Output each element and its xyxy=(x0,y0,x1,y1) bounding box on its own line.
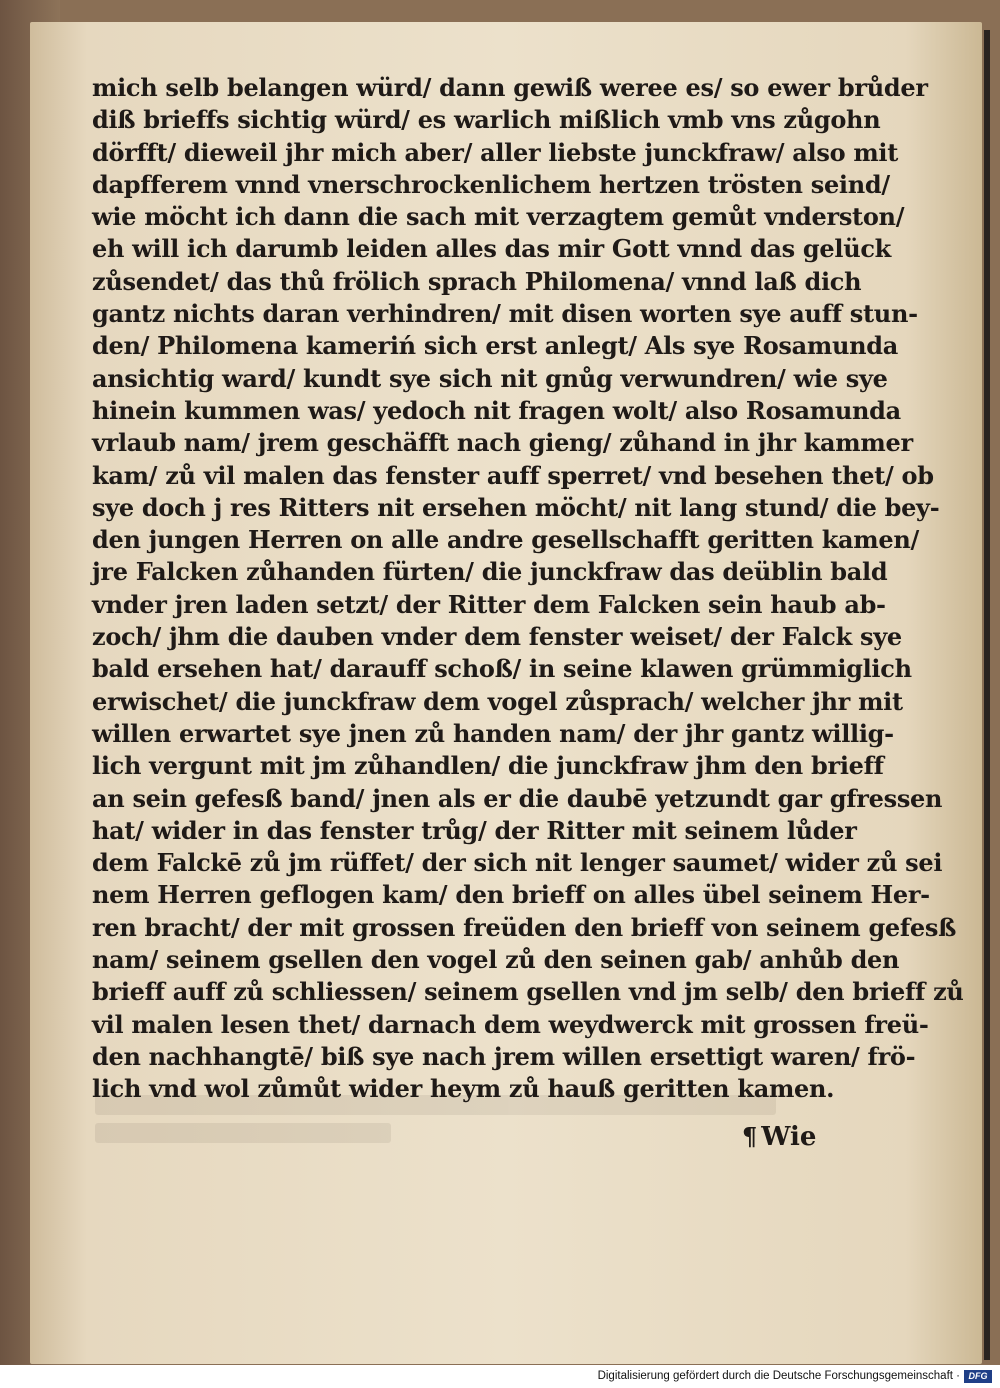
catchword xyxy=(742,1122,816,1152)
text-line: nam/ seinem gsellen den vogel zů den seinen gab/ anhůb den xyxy=(92,945,900,975)
text-line: sye doch j res Ritters nit ersehen möcht/ nit lang stund/ die bey- xyxy=(92,492,940,522)
text-line: ren bracht/ der mit grossen freüden den brieff von seinem gefesß xyxy=(92,912,957,942)
text-line: dörfft/ dieweil jhr mich aber/ aller liebste junckfraw/ also mit xyxy=(92,137,899,167)
text-line: lich vnd wol zůmůt wider heym zů hauß geritten kamen. xyxy=(92,1074,835,1104)
text-line: jre Falcken zůhanden fürten/ die junckfraw das deüblin bald xyxy=(92,557,888,587)
text-line: mich selb belangen würd/ dann gewiß weree es/ so ewer brůder xyxy=(92,73,928,102)
text-line: gantz nichts daran verhindren/ mit disen worten sye auff stun- xyxy=(92,299,918,329)
text-line: den jungen Herren on alle andre gesellschafft geritten kamen/ xyxy=(92,525,919,555)
text-line: dapfferem vnnd vnerschrockenlichem hertzen trösten seind/ xyxy=(92,169,890,199)
text-line: hinein kummen was/ yedoch nit fragen wolt/ also Rosamunda xyxy=(92,395,901,425)
text-line: den/ Philomena kameriń sich erst anlegt/ Als sye Rosamunda xyxy=(92,331,899,361)
text-line: den nachhangtē/ biß sye nach jrem willen ersettigt waren/ frö- xyxy=(92,1041,916,1071)
text-line: zůsendet/ das thů frölich sprach Philomena/ vnnd laß dich xyxy=(92,266,862,296)
text-line: erwischet/ die junckfraw dem vogel zůsprach/ welcher jhr mit xyxy=(92,686,903,716)
text-line: dem Falckē zů jm rüffet/ der sich nit lenger saumet/ wider zů sei xyxy=(92,848,943,878)
page-body-text xyxy=(92,72,964,1106)
text-line: an sein gefesß band/ jnen als er die daubē yetzundt gar gfressen xyxy=(92,783,943,813)
pilcrow-mark: ¶ xyxy=(742,1122,758,1151)
dfg-logo: DFG xyxy=(964,1370,992,1383)
text-line: willen erwartet sye jnen zů handen nam/ der jhr gantz willig- xyxy=(92,718,894,748)
text-line: vnder jren laden setzt/ der Ritter dem Falcken sein haub ab- xyxy=(92,589,886,619)
text-line: ansichtig ward/ kundt sye sich nit gnůg verwundren/ wie sye xyxy=(92,363,888,393)
footer-bar xyxy=(0,1366,1000,1388)
text-line: diß brieffs sichtig würd/ es warlich mißlich vmb vns zůgohn xyxy=(92,105,881,135)
page-edge-rule xyxy=(984,30,990,1360)
text-line: vil malen lesen thet/ darnach dem weydwerck mit grossen freü- xyxy=(92,1009,929,1039)
text-line: lich vergunt mit jm zůhandlen/ die junckfraw jhm den brieff xyxy=(92,751,884,781)
catchword-text: Wie xyxy=(761,1122,817,1152)
text-line: wie möcht ich dann die sach mit verzagtem gemůt vnderston/ xyxy=(92,202,905,232)
text-line: kam/ zů vil malen das fenster auff sperret/ vnd besehen thet/ ob xyxy=(92,460,934,490)
text-line: zoch/ jhm die dauben vnder dem fenster weiset/ der Falck sye xyxy=(92,622,902,652)
text-line: nem Herren geflogen kam/ den brieff on alles übel seinem Her- xyxy=(92,880,930,910)
funding-credit: Digitalisierung gefördert durch die Deutsche Forschungsgemeinschaft · xyxy=(597,1370,960,1382)
text-line: brieff auff zů schliessen/ seinem gsellen vnd jm selb/ den brieff zů xyxy=(92,977,964,1007)
text-line: hat/ wider in das fenster trůg/ der Ritter mit seinem lůder xyxy=(92,815,857,845)
text-line: vrlaub nam/ jrem geschäfft nach gieng/ zůhand in jhr kammer xyxy=(92,428,913,458)
text-line: bald ersehen hat/ darauff schoß/ in seine klawen grümmiglich xyxy=(92,654,912,684)
text-line: eh will ich darumb leiden alles das mir Gott vnnd das gelück xyxy=(92,234,891,264)
